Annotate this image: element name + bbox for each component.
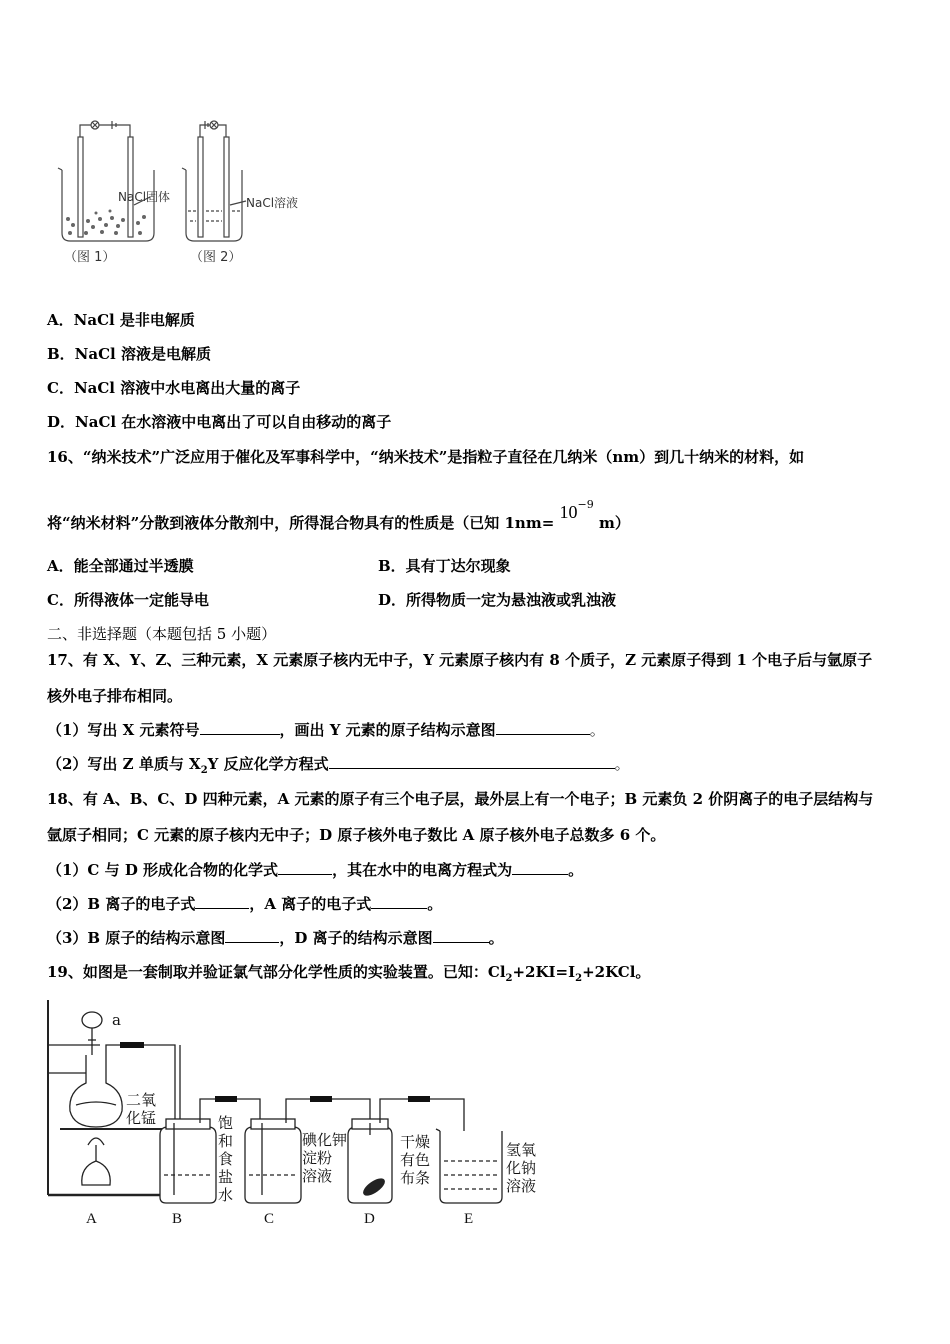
q19-stem-text-b: +2KI=I <box>512 963 576 981</box>
label-brine-5: 水 <box>218 1186 234 1204</box>
label-mno2-2: 化锰 <box>126 1109 157 1127</box>
q17-blank-2[interactable] <box>496 720 590 735</box>
label-figure-2: （图 2） <box>190 250 242 265</box>
q19-sub-1: 2 <box>505 973 513 984</box>
q17-part1 <box>47 720 605 740</box>
q17-part1-end: 。 <box>589 721 605 739</box>
q18-blank-5[interactable] <box>225 928 279 943</box>
q19-sub-2: 2 <box>575 973 583 984</box>
label-apparatus-e: E <box>464 1211 474 1227</box>
label-ki-1: 碘化钾 <box>302 1131 348 1149</box>
q18-part2 <box>47 894 442 914</box>
q19-stem-text-c: +2KCl。 <box>582 963 651 981</box>
q18-blank-1[interactable] <box>278 860 332 875</box>
q18-part1-text-a: （1）C 与 D 形成化合物的化学式 <box>47 861 279 879</box>
q15-option-d: D．NaCl 在水溶液中电离出了可以自由移动的离子 <box>47 413 392 431</box>
q15-option-a: A．NaCl 是非电解质 <box>47 311 195 329</box>
q18-part2-end: 。 <box>427 895 443 913</box>
q18-part3-text-a: （3）B 原子的结构示意图 <box>47 929 226 947</box>
q19-stem-text-a: 19、如图是一套制取并验证氯气部分化学性质的实验装置。已知：Cl <box>47 963 506 981</box>
q18-part2-text-a: （2）B 离子的电子式 <box>47 895 196 913</box>
label-mno2-1: 二氧 <box>126 1091 157 1109</box>
q16-power-base: 10 <box>559 502 578 522</box>
label-brine-1: 饱 <box>218 1114 234 1132</box>
q17-blank-1[interactable] <box>200 720 280 735</box>
q18-part3-text-b: ，D 离子的结构示意图 <box>279 929 433 947</box>
label-brine-4: 盐 <box>218 1168 234 1186</box>
q18-part1-text-b: ，其在水中的电离方程式为 <box>332 861 513 879</box>
q16-power-exponent: −9 <box>577 498 594 511</box>
q17-part2-end: 。 <box>614 755 630 773</box>
q18-part3 <box>47 928 504 948</box>
chlorine-apparatus-figure <box>40 995 560 1240</box>
q17-part2 <box>47 754 630 781</box>
q19-stem <box>47 962 650 989</box>
label-cloth-2: 有色 <box>400 1151 431 1169</box>
q16-option-c: C．所得液体一定能导电 <box>47 591 209 609</box>
label-brine-3: 食 <box>218 1150 234 1168</box>
label-apparatus-b: B <box>172 1211 183 1227</box>
q17-part2-text-b: Y 反应化学方程式 <box>207 755 329 773</box>
q17-part1-text-a: （1）写出 X 元素符号 <box>47 721 200 739</box>
label-ki-2: 淀粉 <box>302 1149 333 1167</box>
q16-stem-line2-end: m） <box>598 514 630 532</box>
q18-part3-end: 。 <box>488 929 504 947</box>
label-brine-2: 和 <box>218 1132 234 1150</box>
q17-part1-text-b: ，画出 Y 元素的原子结构示意图 <box>279 721 496 739</box>
label-valve-a: a <box>112 1011 121 1029</box>
label-ki-3: 溶液 <box>302 1167 333 1185</box>
q16-option-d: D．所得物质一定为悬浊液或乳浊液 <box>378 591 617 609</box>
q18-part1 <box>47 860 583 880</box>
q16-option-b: B．具有丁达尔现象 <box>378 557 511 575</box>
q15-option-b: B．NaCl 溶液是电解质 <box>47 345 211 363</box>
conductivity-figure <box>50 115 320 270</box>
q16-stem-line2-text: 将“纳米材料”分散到液体分散剂中，所得混合物具有的性质是（已知 1nm= <box>47 514 555 532</box>
label-nacl-solid: NaCl固体 <box>118 190 171 204</box>
q16-option-a: A．能全部通过半透膜 <box>47 557 194 575</box>
q18-part2-text-b: ，A 离子的电子式 <box>249 895 372 913</box>
label-naoh-2: 化钠 <box>506 1159 537 1177</box>
q17-blank-3[interactable] <box>329 754 615 769</box>
q18-part1-end: 。 <box>568 861 584 879</box>
q17-part2-text-a: （2）写出 Z 单质与 X <box>47 755 201 773</box>
label-naoh-3: 溶液 <box>506 1177 537 1195</box>
q17-stem-line2: 核外电子排布相同。 <box>47 687 183 705</box>
q18-blank-3[interactable] <box>195 894 249 909</box>
q18-stem-line1: 18、有 A、B、C、D 四种元素，A 元素的原子有三个电子层，最外层上有一个电子；B 元素负 2 价阴离子的电子层结构与 <box>47 790 874 808</box>
label-apparatus-c: C <box>264 1211 275 1227</box>
q18-blank-6[interactable] <box>433 928 489 943</box>
label-apparatus-a: A <box>86 1211 97 1227</box>
q16-stem-line2 <box>47 498 630 533</box>
label-cloth-1: 干燥 <box>400 1133 431 1151</box>
q18-blank-2[interactable] <box>512 860 568 875</box>
label-naoh-1: 氢氧 <box>506 1141 537 1159</box>
label-cloth-3: 布条 <box>400 1169 431 1187</box>
label-nacl-solution: NaCl溶液 <box>246 196 299 210</box>
label-apparatus-d: D <box>364 1211 375 1227</box>
q15-option-c: C．NaCl 溶液中水电离出大量的离子 <box>47 379 301 397</box>
section-2-heading: 二、非选择题（本题包括 5 小题） <box>47 625 277 643</box>
q17-part2-sub: 2 <box>200 765 208 776</box>
q16-stem-line1: 16、“纳米技术”广泛应用于催化及军事科学中，“纳米技术”是指粒子直径在几纳米（nm）到几十纳米的材料，如 <box>47 448 805 466</box>
q17-stem-line1: 17、有 X、Y、Z、三种元素，X 元素原子核内无中子，Y 元素原子核内有 8 个质子，Z 元素原子得到 1 个电子后与氩原子 <box>47 651 873 669</box>
q18-blank-4[interactable] <box>371 894 427 909</box>
q18-stem-line2: 氩原子相同；C 元素的原子核内无中子；D 原子核外电子数比 A 原子核外电子总数多 6 个。 <box>47 826 666 844</box>
label-figure-1: （图 1） <box>64 250 116 265</box>
